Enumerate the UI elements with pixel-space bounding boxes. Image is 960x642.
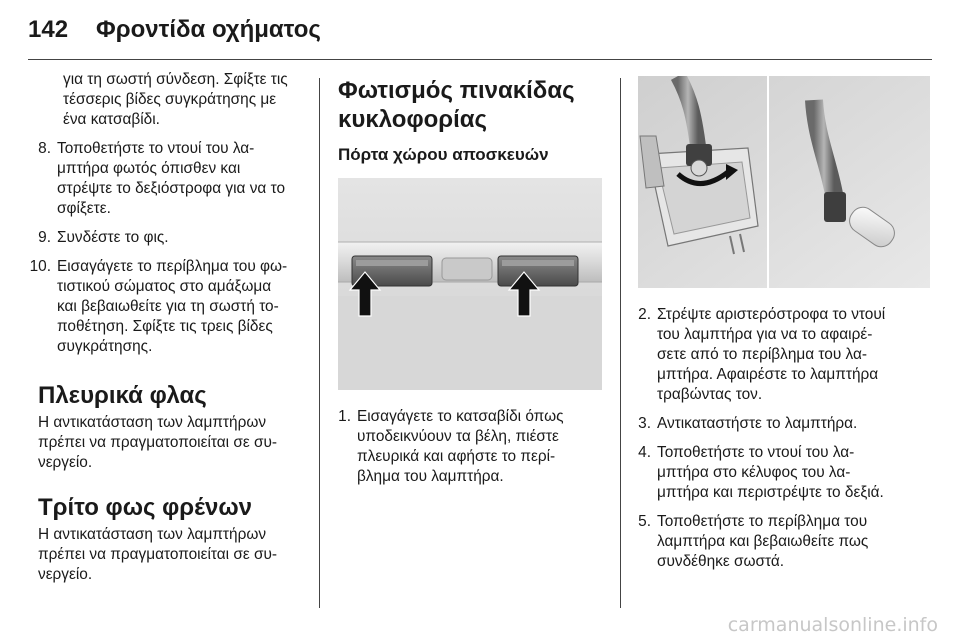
step-2: 2. Στρέψτε αριστερόστροφα το ντουί του λαμπτήρα για να το αφαιρέ- σετε από το περίβλημα του λα- μπτήρα. Αφαιρέστε το λαμπτήρα τραβώντας τον. <box>638 305 934 405</box>
page-header <box>28 10 321 50</box>
step-number: 4. <box>638 444 651 461</box>
header-divider <box>28 59 932 60</box>
step-number: 2. <box>638 306 651 323</box>
tailgate-subheading: Πόρτα χώρου αποσκευών <box>338 145 549 164</box>
step-5: 5. Τοποθετήστε το περίβλημα του λαμπτήρα και βεβαιωθείτε πως συνδέθηκε σωστά. <box>638 512 934 572</box>
step-9: 9. Συνδέστε το φις. <box>38 228 308 248</box>
step-number: 9. <box>38 229 51 246</box>
page-number: 142 <box>28 16 69 43</box>
step7-continuation: για τη σωστή σύνδεση. Σφίξτε τις τέσσερις βίδες συγκράτησης με ένα κατσαβίδι. <box>63 71 288 128</box>
column-divider-2 <box>620 78 621 608</box>
step-number: 1. <box>338 408 351 425</box>
step-8: 8. Τοποθετήστε το ντουί του λα- μπτήρα φωτός όπισθεν και στρέψτε το δεξιόστροφα για να το σφίξετε. <box>38 139 308 219</box>
step-number: 10. <box>29 258 51 275</box>
plate-light-heading: Φωτισμός πινακίδας κυκλοφορίας <box>338 77 575 133</box>
bulb-base <box>824 192 846 222</box>
chapter-title: Φροντίδα οχήματος <box>96 16 321 43</box>
watermark: carmanualsonline.info <box>727 614 938 636</box>
step-1: 1. Εισαγάγετε το κατσαβίδι όπως υποδεικνύουν τα βέλη, πιέστε πλευρικά και αφήστε το περί- βλημα του λαμπτήρα. <box>338 407 604 487</box>
plate-light-illustration <box>338 178 602 390</box>
bulb-holder-figure <box>638 76 930 288</box>
center-handle <box>442 258 492 280</box>
brake-light-text: Η αντικατάσταση των λαμπτήρων πρέπει να πραγματοποιείται σε συ- νεργείο. <box>38 526 278 583</box>
plate-light-figure <box>338 178 602 390</box>
column-left <box>29 70 308 585</box>
step-number: 3. <box>638 415 651 432</box>
step-4: 4. Τοποθετήστε το ντουί του λα- μπτήρα στο κέλυφος του λα- μπτήρα και περιστρέψτε το δεξιά. <box>638 443 934 503</box>
side-lights-text: Η αντικατάσταση των λαμπτήρων πρέπει να πραγματοποιείται σε συ- νεργείο. <box>38 414 278 471</box>
column-right <box>638 76 934 572</box>
step-3: 3. Αντικαταστήστε το λαμπτήρα. <box>638 414 934 434</box>
step-10: 10. Εισαγάγετε το περίβλημα του φω- τιστικού σώματος στο αμάξωμα και βεβαιωθείτε για τη σωστή το- ποθέτηση. Σφίξτε τις τρεις βίδες συγκράτησης. <box>38 257 308 357</box>
column-middle <box>338 76 604 487</box>
bulb-holder-illustration <box>638 76 930 288</box>
step-number: 5. <box>638 513 651 530</box>
column-divider-1 <box>319 78 320 608</box>
step-number: 8. <box>38 140 51 157</box>
side-lights-heading: Πλευρικά φλας <box>38 382 207 409</box>
brake-light-heading: Τρίτο φως φρένων <box>38 494 252 521</box>
